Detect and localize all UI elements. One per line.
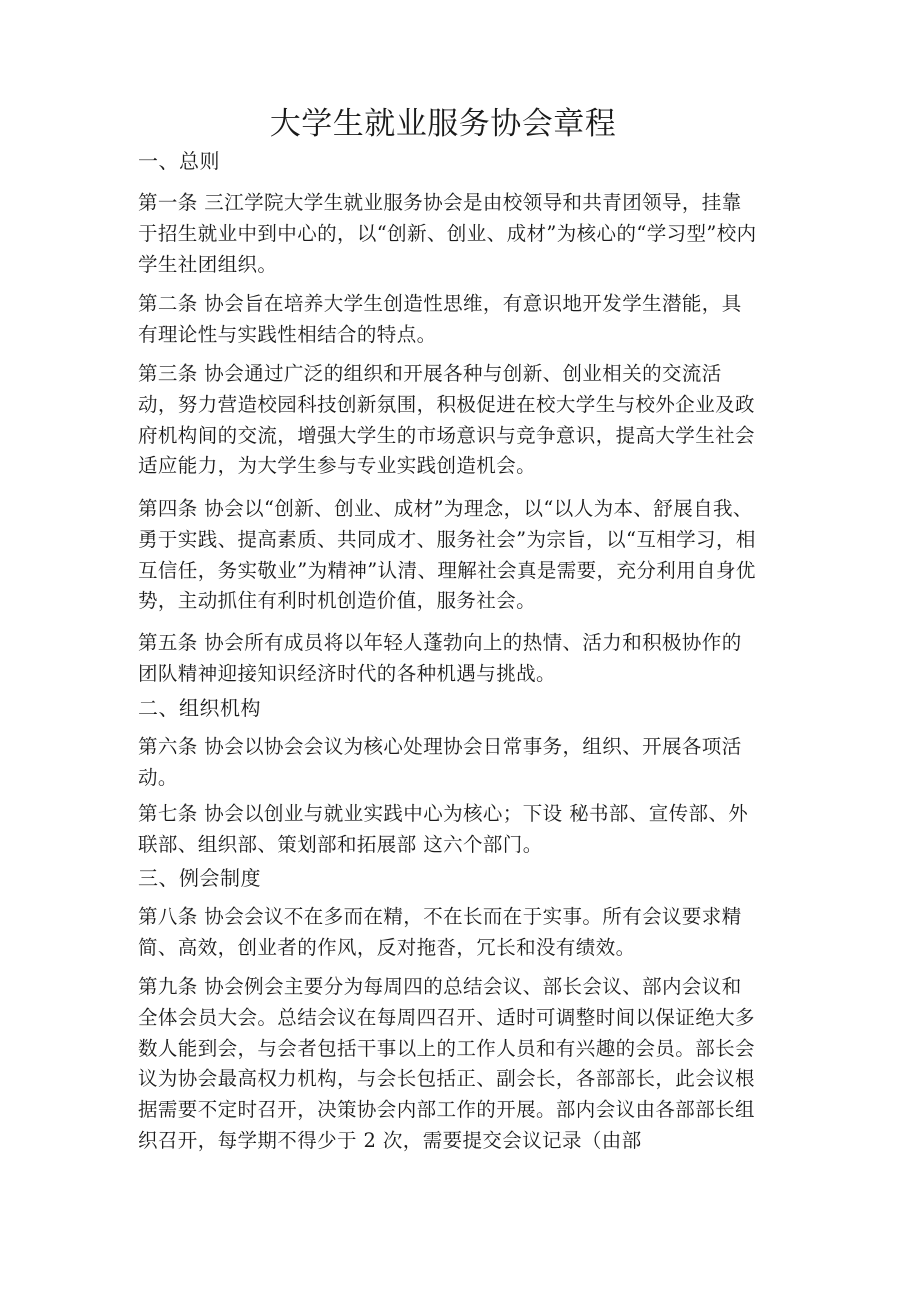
article-1: 第一条 三江学院大学生就业服务协会是由校领导和共青团领导，挂靠于招生就业中到中心的，以“创新、创业、成材”为核心的“学习型”校内学生社团组织。 xyxy=(138,191,757,276)
article-6: 第六条 协会以协会会议为核心处理协会日常事务，组织、开展各项活动。 xyxy=(138,735,742,789)
article-3: 第三条 协会通过广泛的组织和开展各种与创新、创业相关的交流活动，努力营造校园科技创新氛围，积极促进在校大学生与校外企业及政府机构间的交流，增强大学生的市场意识与竞争意识，提高大学生社会适应能力，为大学生参与专业实践创造机会。 xyxy=(138,362,755,478)
article-9: 第九条 协会例会主要分为每周四的总结会议、部长会议、部内会议和全体会员大会。总结会议在每周四召开、适时可调整时间以保证绝大多数人能到会，与会者包括干事以上的工作人员和有兴趣的会员。部长会议为协会最高权力机构，与会长包括正、副会长，各部部长，此会议根据需要不定时召开，决策协会内部工作的开展。部内会议由各部部长组织召开，每学期不得少于 2 次，需要提交会议记录（由部 xyxy=(138,975,755,1152)
section-heading-general: 一、总则 xyxy=(138,149,220,173)
document-title: 大学生就业服务协会章程 xyxy=(269,106,617,142)
article-7: 第七条 协会以创业与就业实践中心为核心；下设 秘书部、宣传部、外联部、组织部、策划部和拓展部 这六个部门。 xyxy=(138,802,749,856)
article-5: 第五条 协会所有成员将以年轻人蓬勃向上的热情、活力和积极协作的团队精神迎接知识经济时代的各种机遇与挑战。 xyxy=(138,631,742,685)
section-heading-meetings: 三、例会制度 xyxy=(138,866,261,890)
article-2: 第二条 协会旨在培养大学生创造性思维，有意识地开发学生潜能，具有理论性与实践性相结合的特点。 xyxy=(138,292,742,346)
section-heading-organization: 二、组织机构 xyxy=(138,696,261,720)
article-4: 第四条 协会以“创新、创业、成材”为理念，以“以人为本、舒展自我、勇于实践、提高素质、共同成才、服务社会”为宗旨，以“互相学习，相互信任，务实敬业”为精神”认清、理解社会真是需要，充分利用自身优势，主动抓住有利时机创造价值，服务社会。 xyxy=(138,497,756,613)
article-8: 第八条 协会会议不在多而在精，不在长而在于实事。所有会议要求精简、高效，创业者的作风，反对拖沓，冗长和没有绩效。 xyxy=(138,905,742,959)
